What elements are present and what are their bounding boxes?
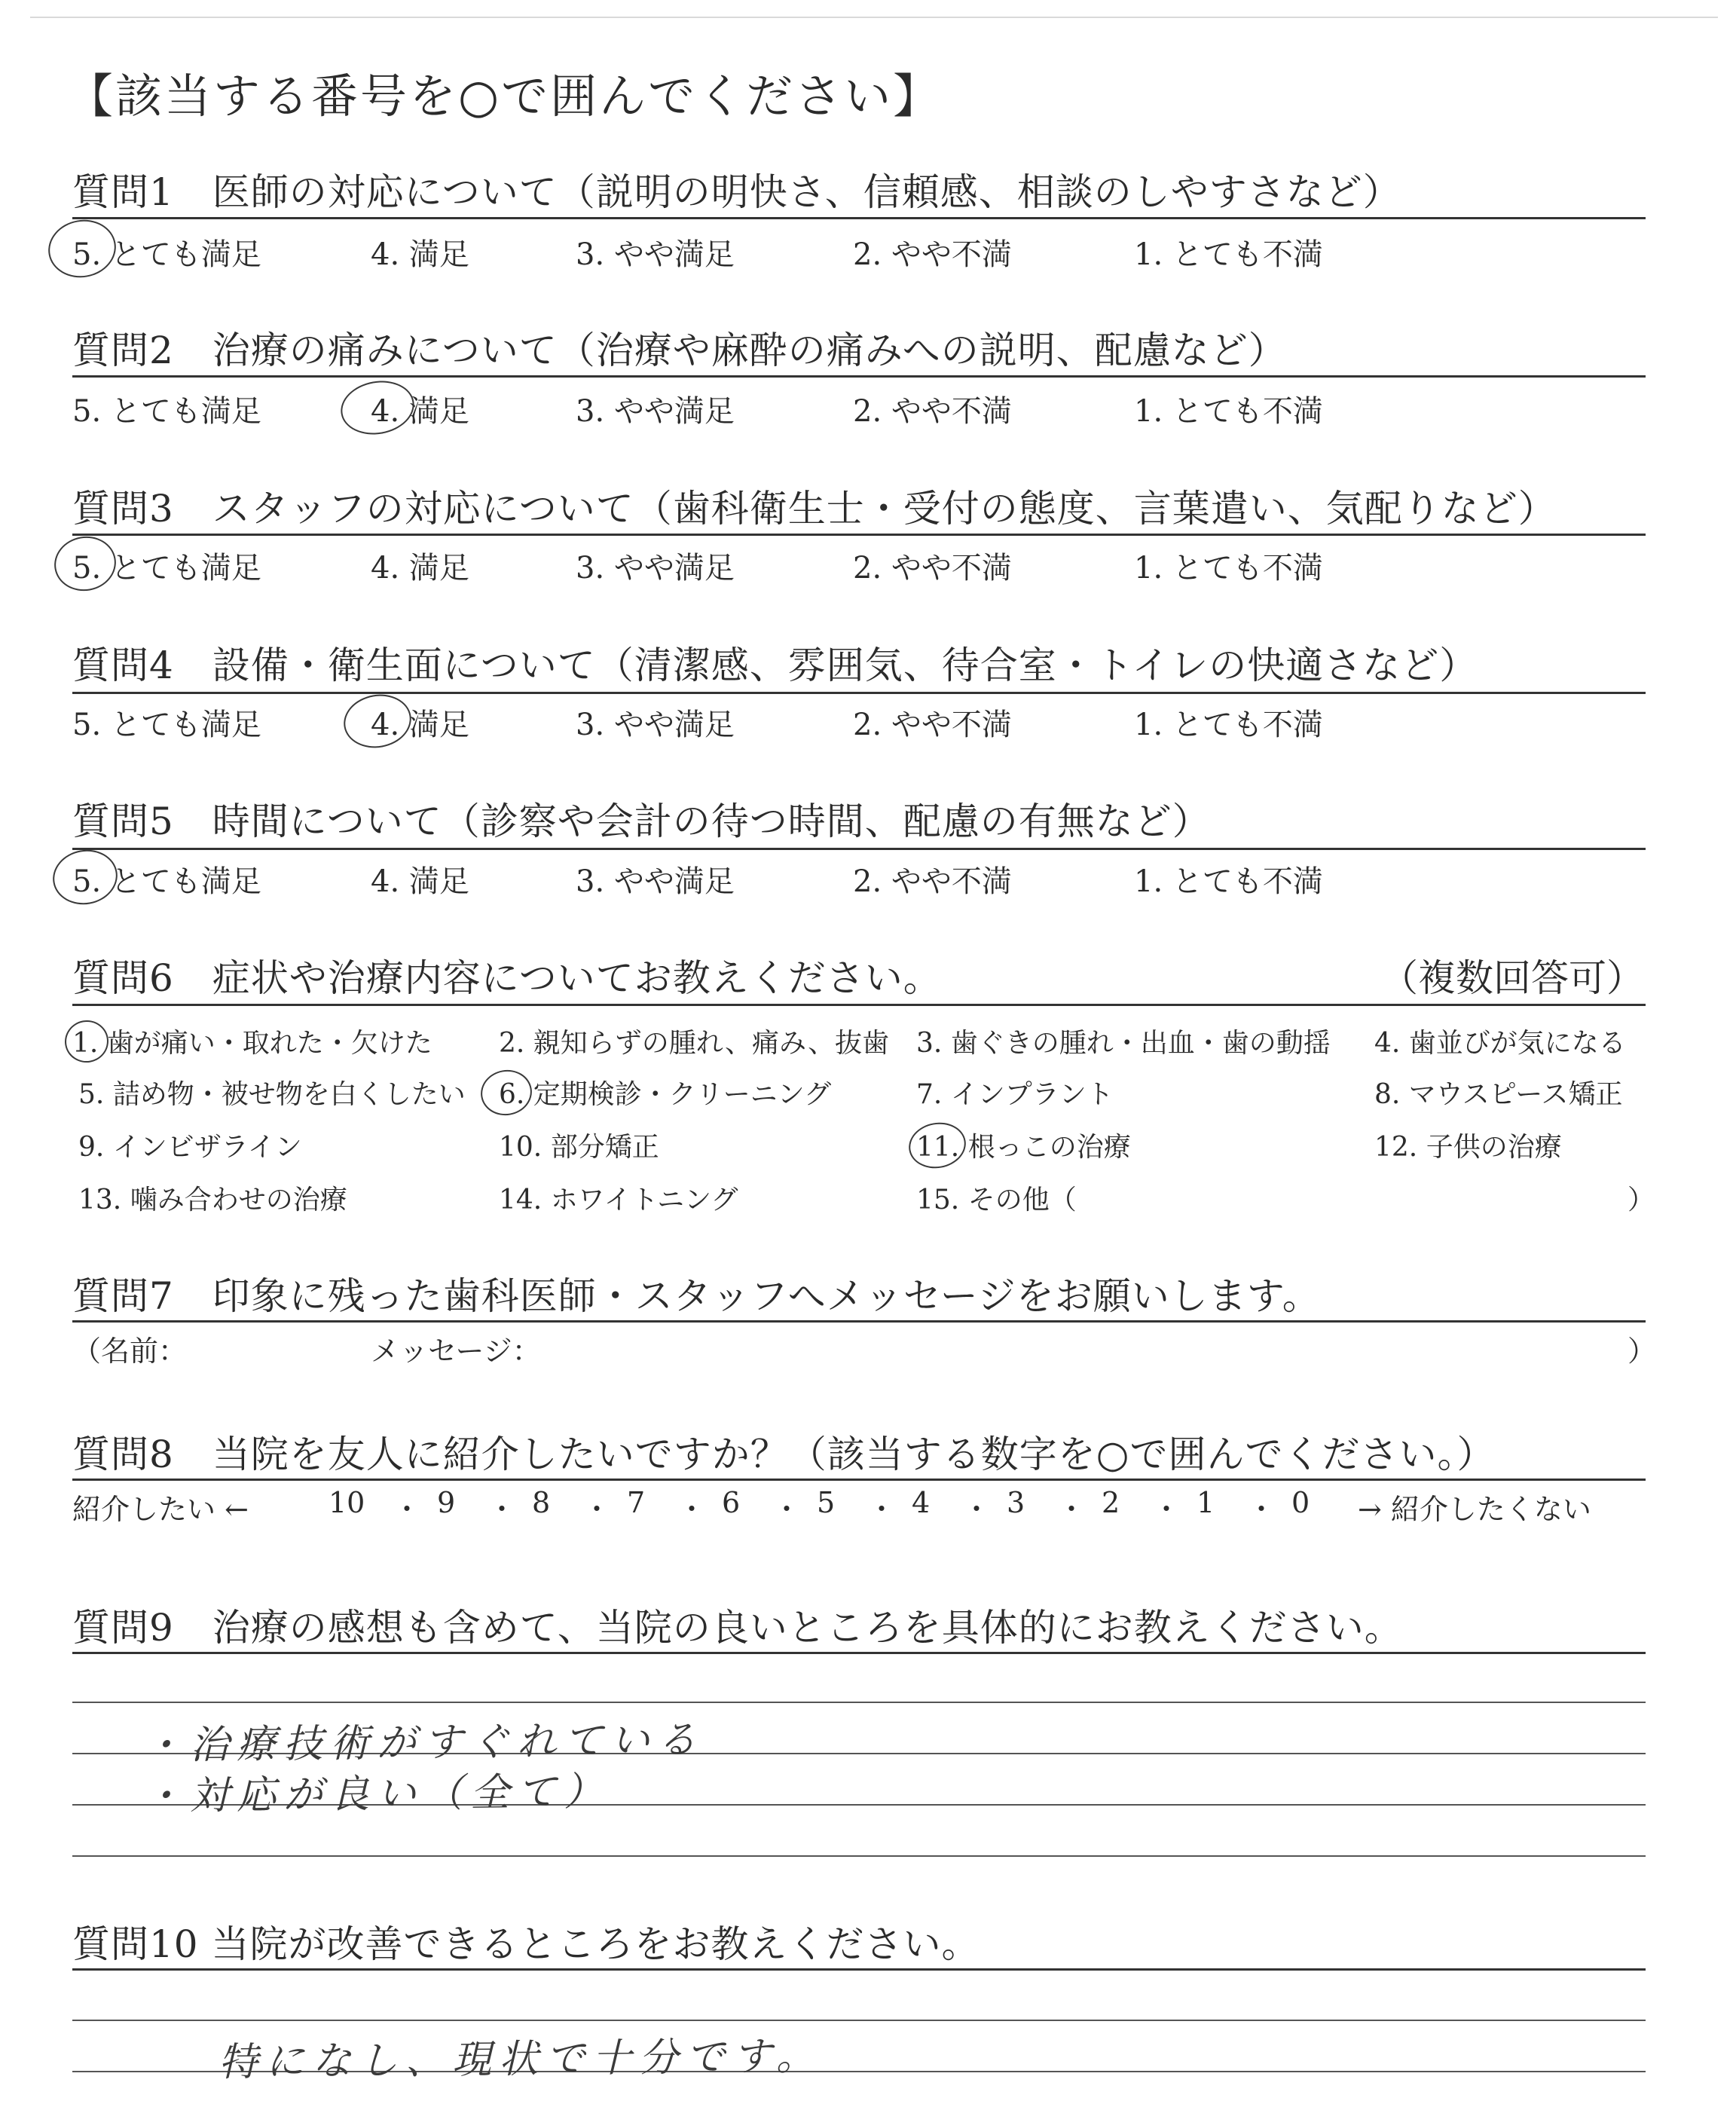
answer-line [72,2020,1646,2021]
q1-option-2[interactable]: 2. やや不満 [853,237,1012,272]
question-7-rule [72,1320,1646,1323]
q6-option-12[interactable]: 12. 子供の治療 [1374,1132,1562,1163]
q6-option-7[interactable]: 7. インプラント [916,1079,1114,1110]
q3-option-2[interactable]: 2. やや不満 [853,551,1012,586]
q1-option-5[interactable]: 5. とても満足 [72,237,261,272]
q10-answer: 特になし、現状で十分です。 [218,2033,824,2086]
q5-option-1[interactable]: 1. とても不満 [1134,864,1323,899]
q5-option-5[interactable]: 5. とても満足 [72,864,261,899]
q6-option-13[interactable]: 13. 噛み合わせの治療 [78,1185,347,1216]
question-2-label: 質問2 治療の痛みについて（治療や麻酔の痛みへの説明、配慮など） [72,329,1287,372]
q8-scale-10[interactable]: 10 [329,1486,365,1519]
question-3-rule [72,534,1646,536]
q8-scale-dot: ・ [582,1493,612,1526]
question-8-rule [72,1479,1646,1481]
question-6-note: （複数回答可） [1380,956,1644,1000]
q5-option-3[interactable]: 3. やや満足 [576,864,735,899]
question-9-label: 質問9 治療の感想も含めて、当院の良いところを具体的にお教えください。 [72,1606,1403,1650]
question-9-rule [72,1652,1646,1654]
question-1-label: 質問1 医師の対応について（説明の明快さ、信頼感、相談のしやすさなど） [72,170,1401,214]
q2-option-2[interactable]: 2. やや不満 [853,394,1012,429]
question-5-rule [72,848,1646,850]
q6-option-14[interactable]: 14. ホワイトニング [499,1185,738,1216]
q8-scale-dot: ・ [393,1493,422,1526]
question-4-rule [72,692,1646,694]
q2-option-3[interactable]: 3. やや満足 [576,394,735,429]
q2-option-4[interactable]: 4. 満足 [371,394,469,429]
q8-scale-0[interactable]: 0 [1291,1486,1310,1519]
q7-name-label: （名前： [72,1335,188,1368]
q8-scale-dot: ・ [1152,1493,1181,1526]
q8-scale-6[interactable]: 6 [722,1486,741,1519]
q6-option-4[interactable]: 4. 歯並びが気になる [1374,1028,1626,1059]
q8-scale-dot: ・ [867,1493,897,1526]
q6-option-10[interactable]: 10. 部分矯正 [499,1132,659,1163]
q7-close-paren: ） [1628,1335,1657,1368]
q8-scale-3[interactable]: 3 [1007,1486,1025,1519]
q5-option-4[interactable]: 4. 満足 [371,864,469,899]
q8-scale-dot: ・ [1057,1493,1087,1526]
q2-option-5[interactable]: 5. とても満足 [72,394,261,429]
q4-option-3[interactable]: 3. やや満足 [576,708,735,742]
q8-scale-dot: ・ [677,1493,707,1526]
q1-option-1[interactable]: 1. とても不満 [1134,237,1323,272]
q6-option-3[interactable]: 3. 歯ぐきの腫れ・出血・歯の動揺 [916,1028,1331,1059]
q6-option-11[interactable]: 11. 根っこの治療 [916,1132,1131,1163]
q4-option-1[interactable]: 1. とても不満 [1134,708,1323,742]
question-6-rule [72,1004,1646,1006]
q3-option-1[interactable]: 1. とても不満 [1134,551,1323,586]
question-10-label: 質問10 当院が改善できるところをお教えください。 [72,1922,980,1966]
q4-option-5[interactable]: 5. とても満足 [72,708,261,742]
q6-option-5[interactable]: 5. 詰め物・被せ物を白くしたい [78,1079,466,1110]
q1-option-3[interactable]: 3. やや満足 [576,237,735,272]
q8-scale-8[interactable]: 8 [532,1486,551,1519]
q6-option-15-close: ） [1628,1185,1655,1216]
q8-scale-7[interactable]: 7 [627,1486,646,1519]
q6-option-8[interactable]: 8. マウスピース矯正 [1374,1079,1623,1110]
q6-option-6[interactable]: 6. 定期検診・クリーニング [499,1079,832,1110]
question-8-label: 質問8 当院を友人に紹介したいですか？（該当する数字を○で囲んでください。） [72,1433,1496,1476]
q2-selection-circle [337,375,419,440]
question-4-label: 質問4 設備・衛生面について（清潔感、雰囲気、待合室・トイレの快適さなど） [72,644,1478,687]
q3-option-3[interactable]: 3. やや満足 [576,551,735,586]
q6-option-9[interactable]: 9. インビザライン [78,1132,302,1163]
question-10-rule [72,1968,1646,1971]
q8-right-label: → 紹介したくない [1358,1493,1591,1526]
q6-option-2[interactable]: 2. 親知らずの腫れ、痛み、抜歯 [499,1028,890,1059]
q6-option-1[interactable]: 1. 歯が痛い・取れた・欠けた [72,1028,432,1059]
question-1-rule [72,217,1646,219]
q8-scale-1[interactable]: 1 [1197,1486,1215,1519]
question-6-label: 質問6 症状や治療内容についてお教えください。 [72,956,942,1000]
question-2-rule [72,375,1646,378]
q4-option-4[interactable]: 4. 満足 [371,708,469,742]
q6-option-15[interactable]: 15. その他（ [916,1185,1077,1216]
question-5-label: 質問5 時間について（診察や会計の待つ時間、配慮の有無など） [72,800,1211,843]
q8-scale-4[interactable]: 4 [912,1486,931,1519]
q8-scale-dot: ・ [962,1493,992,1526]
q8-scale-9[interactable]: 9 [437,1486,456,1519]
form-title: 【該当する番号を○で囲んでください】 [66,69,943,124]
q2-option-1[interactable]: 1. とても不満 [1134,394,1323,429]
q8-left-label: 紹介したい ← [72,1493,249,1526]
q1-option-4[interactable]: 4. 満足 [371,237,469,272]
q8-scale-dot: ・ [772,1493,802,1526]
q8-scale-dot: ・ [487,1493,517,1526]
q8-scale-5[interactable]: 5 [817,1486,836,1519]
q3-option-5[interactable]: 5. とても満足 [72,551,261,586]
q8-scale-dot: ・ [1247,1493,1276,1526]
question-7-label: 質問7 印象に残った歯科医師・スタッフへメッセージをお願いします。 [72,1274,1321,1318]
question-3-label: 質問3 スタッフの対応について（歯科衛生士・受付の態度、言葉遣い、気配りなど） [72,487,1557,531]
answer-line [72,1702,1646,1703]
answer-line [72,1855,1646,1857]
q9-answer-2: ・対応が良い（全て） [142,1769,611,1820]
q9-answer-1: ・治療技術がすぐれている [142,1717,704,1769]
q5-option-2[interactable]: 2. やや不満 [853,864,1012,899]
q8-scale-2[interactable]: 2 [1102,1486,1120,1519]
q4-option-2[interactable]: 2. やや不満 [853,708,1012,742]
q7-message-label: メッセージ： [371,1335,541,1368]
page-top-edge [30,17,1718,18]
q3-option-4[interactable]: 4. 満足 [371,551,469,586]
